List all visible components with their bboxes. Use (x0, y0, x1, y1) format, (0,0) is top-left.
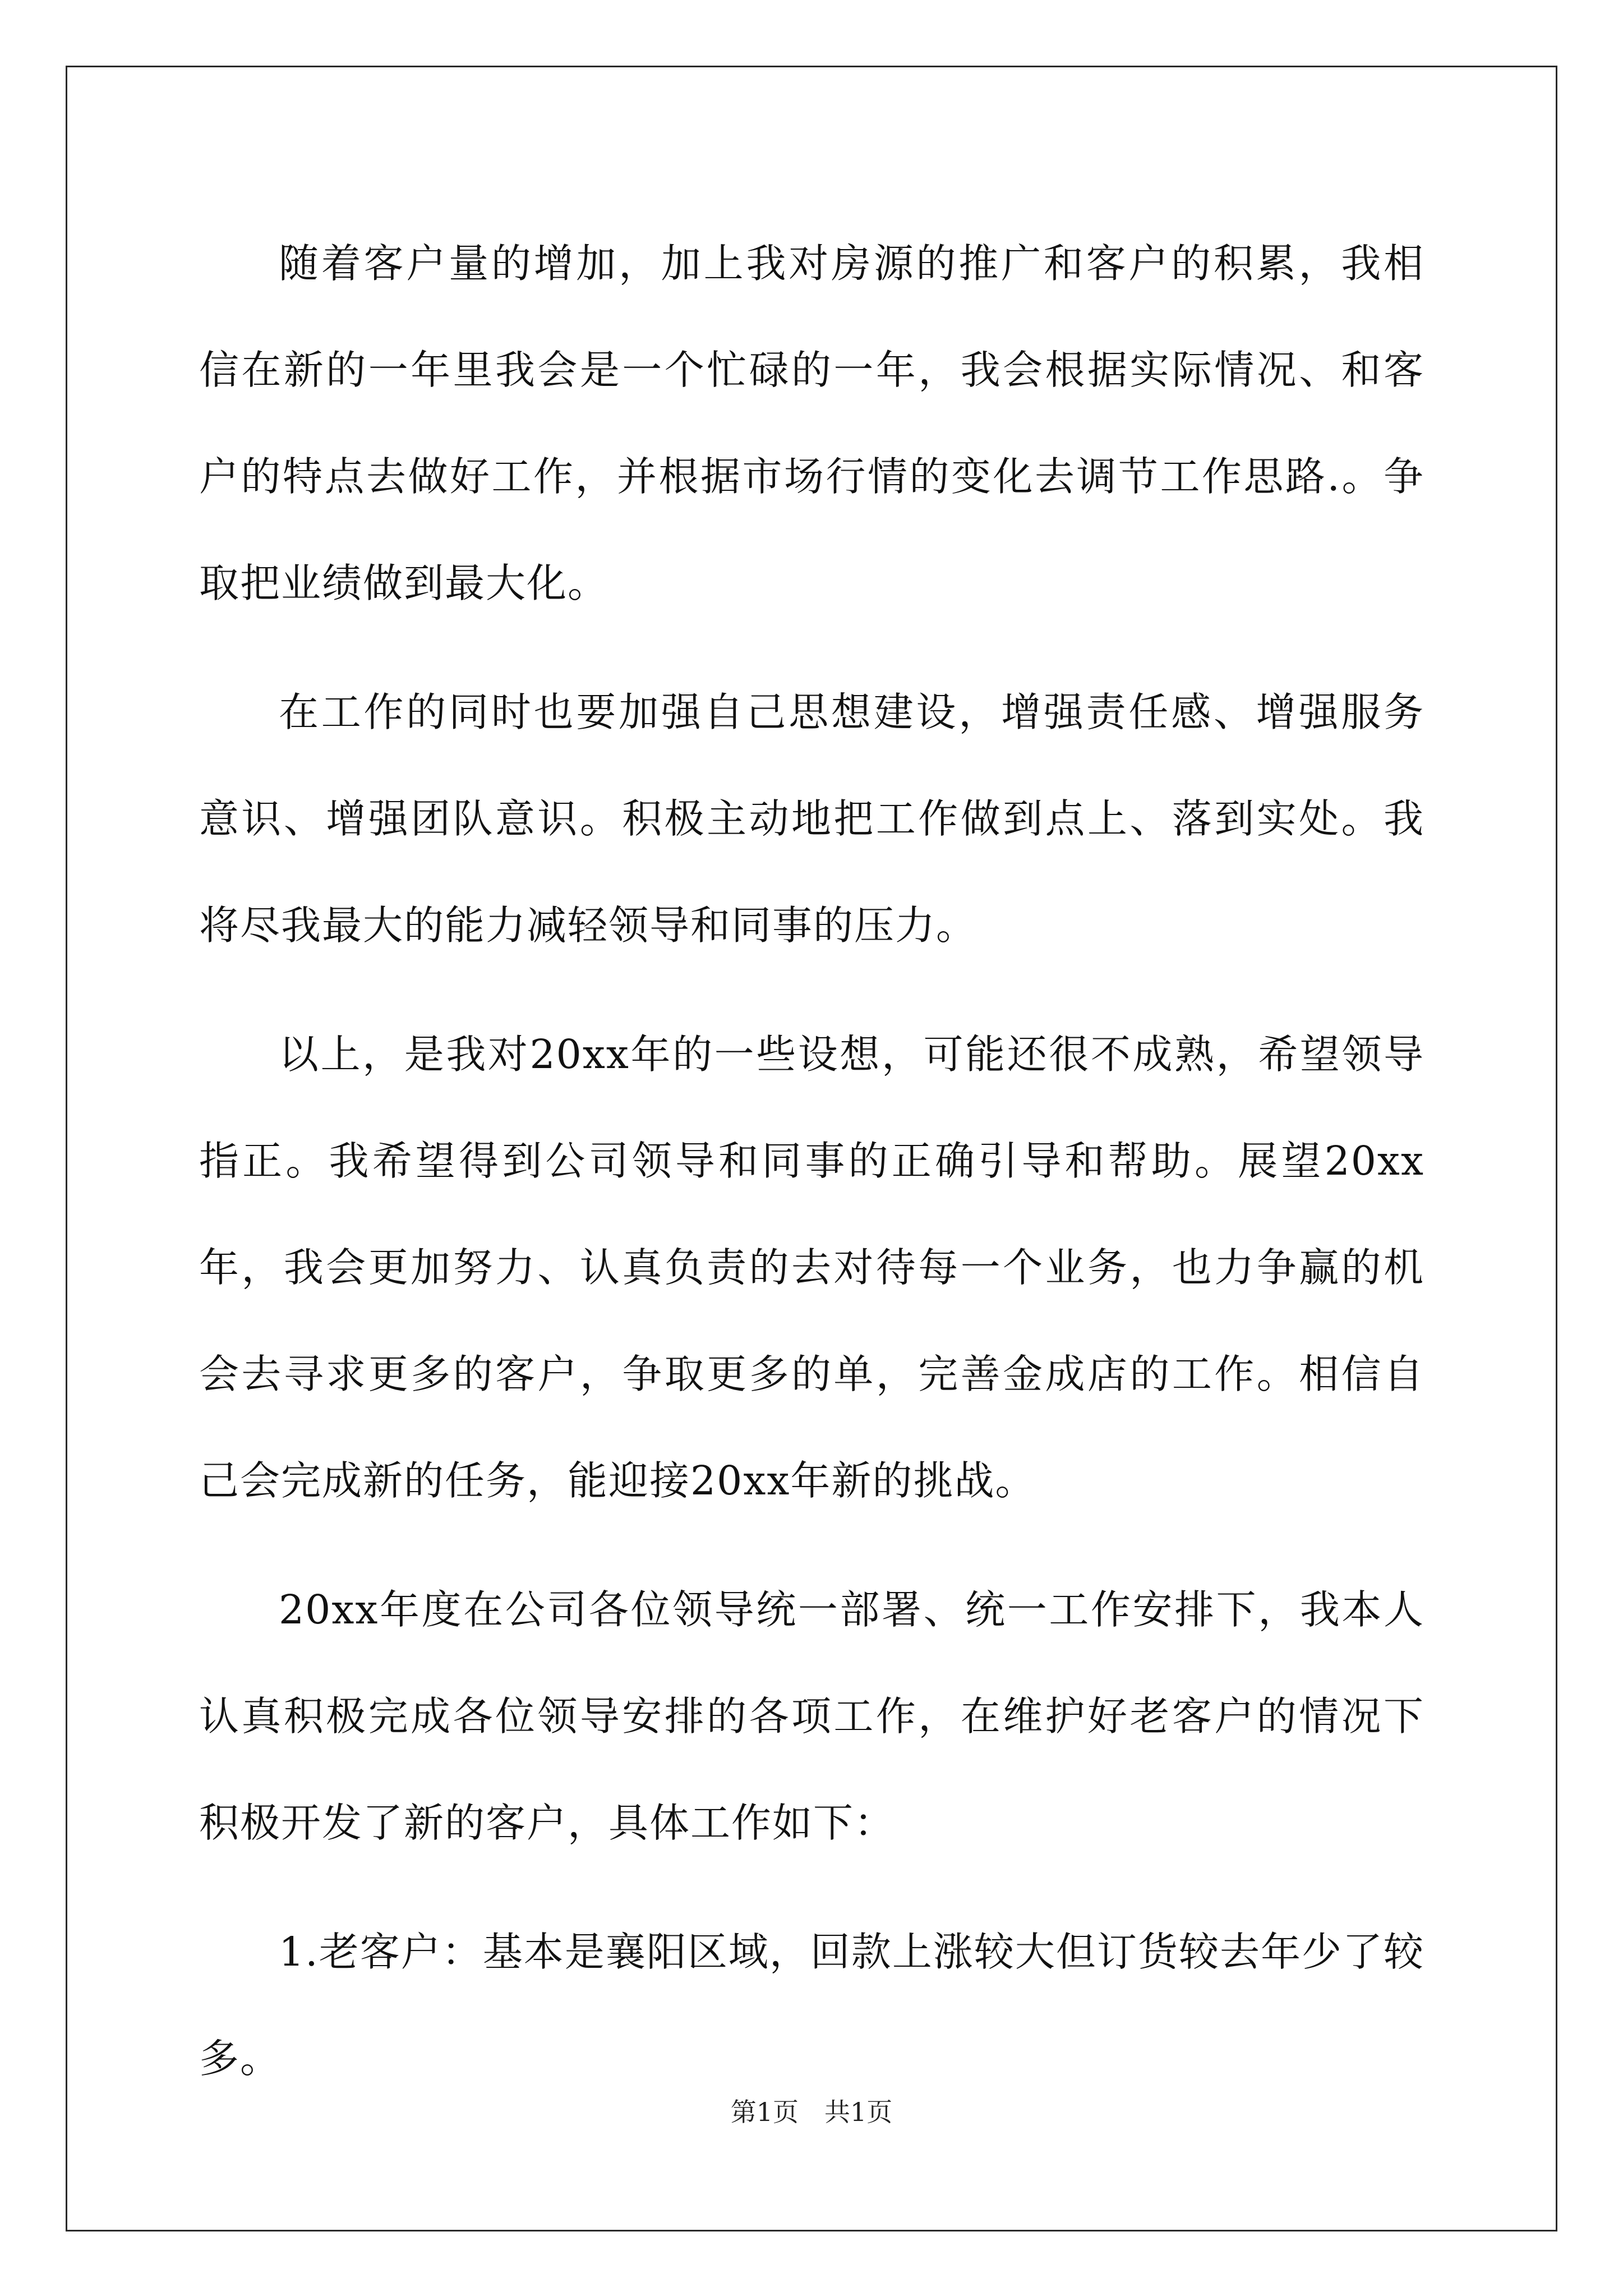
paragraph-3: 以上，是我对20xx年的一些设想，可能还很不成熟，希望领导指正。我希望得到公司领导和同事的正确引导和帮助。展望20xx年，我会更加努力、认真负责的去对待每一个业务，也力争赢的机会去寻求更多的客户，争取更多的单，完善金成店的工作。相信自己会完成新的任务，能迎接20xx年新的挑战。 (199, 1031, 1424, 1504)
paragraph-5: 1.老客户：基本是襄阳区域，回款上涨较大但订货较去年少了较多。 (199, 1929, 1424, 2082)
page-footer: 第1页 共1页 (730, 2097, 893, 2127)
paragraph-1: 随着客户量的增加，加上我对房源的推广和客户的积累，我相信在新的一年里我会是一个忙碌的一年，我会根据实际情况、和客户的特点去做好工作，并根据市场行情的变化去调节工作思路.。争取把业绩做到最大化。 (199, 240, 1424, 606)
document-body (199, 210, 1424, 2112)
paragraph-2: 在工作的同时也要加强自己思想建设，增强责任感、增强服务意识、增强团队意识。积极主动地把工作做到点上、落到实处。我将尽我最大的能力减轻领导和同事的压力。 (199, 689, 1424, 949)
paragraph-4: 20xx年度在公司各位领导统一部署、统一工作安排下，我本人认真积极完成各位领导安排的各项工作，在维护好老客户的情况下积极开发了新的客户，具体工作如下： (199, 1586, 1424, 1846)
